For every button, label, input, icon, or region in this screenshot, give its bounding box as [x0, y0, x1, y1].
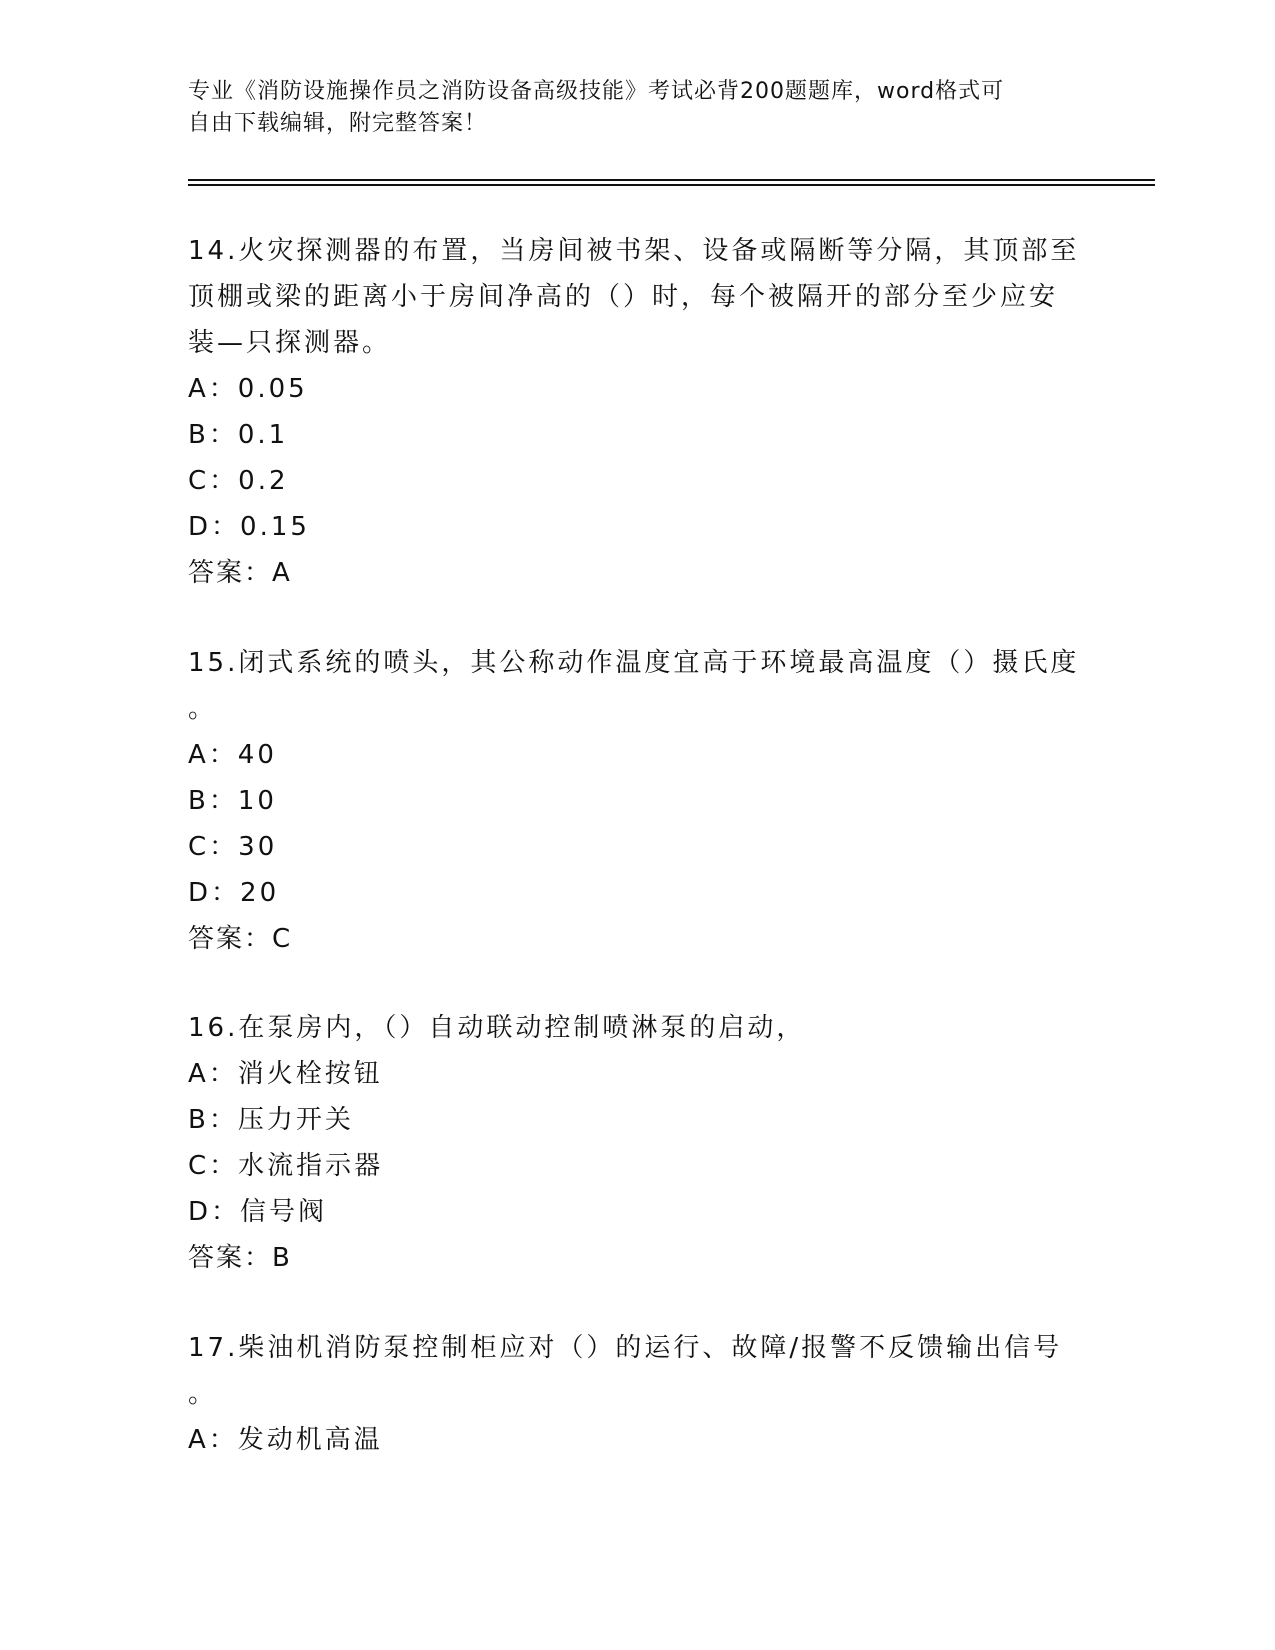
question-text	[188, 1005, 1088, 1051]
question-text	[188, 228, 1088, 366]
question-17	[188, 1325, 1088, 1463]
option-d: D：信号阀	[188, 1197, 328, 1227]
option-a: A：发动机高温	[188, 1425, 383, 1455]
question-15	[188, 640, 1088, 962]
answer-line: 答案：C	[188, 924, 293, 954]
option-d: D：20	[188, 878, 280, 908]
question-line: 15.闭式系统的喷头，其公称动作温度宜高于环境最高温度（）摄氏度	[188, 648, 1080, 678]
question-text	[188, 1325, 1088, 1417]
question-line: 。	[188, 694, 218, 724]
question-line: 顶棚或梁的距离小于房间净高的（）时，每个被隔开的部分至少应安	[188, 282, 1059, 312]
answer-line: 答案：B	[188, 1243, 292, 1273]
header-divider-top	[188, 179, 1155, 181]
question-line: 14.火灾探测器的布置，当房间被书架、设备或隔断等分隔，其顶部至	[188, 236, 1080, 266]
document-header	[188, 76, 1088, 140]
option-b: B：0.1	[188, 420, 289, 450]
question-16	[188, 1005, 1088, 1281]
header-divider-bottom	[188, 184, 1155, 186]
option-b: B：10	[188, 786, 277, 816]
option-a: A：消火栓按钮	[188, 1059, 383, 1089]
question-line: 17.柴油机消防泵控制柜应对（）的运行、故障/报警不反馈输出信号	[188, 1333, 1063, 1363]
question-line: 装—只探测器。	[188, 328, 392, 358]
answer-line: 答案：A	[188, 558, 292, 588]
option-d: D：0.15	[188, 512, 310, 542]
question-line: 。	[188, 1379, 218, 1409]
option-a: A：40	[188, 740, 277, 770]
question-14	[188, 228, 1088, 596]
question-text	[188, 640, 1088, 732]
option-c: C：0.2	[188, 466, 289, 496]
header-line-1: 专业《消防设施操作员之消防设备高级技能》考试必背200题题库，word格式可	[188, 79, 1005, 104]
option-c: C：30	[188, 832, 278, 862]
question-line: 16.在泵房内，（）自动联动控制喷淋泵的启动，	[188, 1013, 806, 1043]
option-c: C：水流指示器	[188, 1151, 384, 1181]
option-a: A：0.05	[188, 374, 308, 404]
option-b: B：压力开关	[188, 1105, 354, 1135]
header-line-2: 自由下载编辑，附完整答案！	[188, 111, 488, 136]
